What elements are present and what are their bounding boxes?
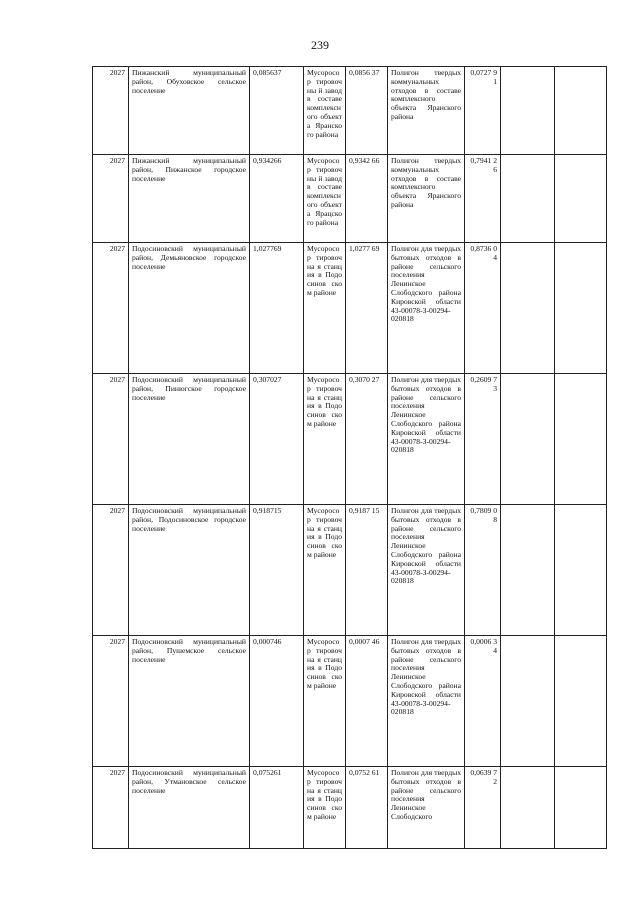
processing-facility-cell: Мусоросор тировочна я станция в Подосинов ском районе: [304, 374, 346, 505]
mass-generated-cell: 0,934266: [250, 155, 304, 243]
municipality-cell: Пижанский муниципальный район, Пижанское городское поселение: [129, 155, 250, 243]
landfill-cell: Полигон для твердых бытовых отходов в районе сельского поселения Ленинское Слободского: [388, 767, 465, 849]
table-row: [93, 243, 607, 374]
landfill-cell: Полигон твердых коммунальных отходов в составе комплексного объекта Яранского района: [388, 67, 465, 155]
year-cell: 2027: [93, 636, 129, 767]
mass-generated-cell: 0,085637: [250, 67, 304, 155]
mass-generated-cell: 0,000746: [250, 636, 304, 767]
waste-flow-table: [92, 66, 607, 849]
table-row: [93, 505, 607, 636]
mass-to-landfill-cell: 0,2609 73: [465, 374, 501, 505]
municipality-cell: Подосиновский муниципальный район, Пинюгское городское поселение: [129, 374, 250, 505]
year-cell: 2027: [93, 767, 129, 849]
municipality-cell: Подосиновский муниципальный район, Демьяновское городское поселение: [129, 243, 250, 374]
mass-to-facility-cell: 0,0856 37: [346, 67, 388, 155]
mass-to-landfill-cell: 0,0727 91: [465, 67, 501, 155]
mass-to-landfill-cell: 0,0006 34: [465, 636, 501, 767]
processing-facility-cell: Мусоросор тировочна я станция в Подосинов ском районе: [304, 505, 346, 636]
processing-facility-cell: Мусоросор тировочны й завод в составе комплексн ого объекта Ярацского района: [304, 155, 346, 243]
mass-to-facility-cell: 0,3070 27: [346, 374, 388, 505]
municipality-cell: Подосиновский муниципальный район, Утмановское сельское поселение: [129, 767, 250, 849]
table-row: [93, 767, 607, 849]
landfill-cell: Полигон твердых коммунальных отходов в составе комплексного объекта Яранского района: [388, 155, 465, 243]
empty-cell: [501, 505, 555, 636]
mass-to-landfill-cell: 0,7809 08: [465, 505, 501, 636]
empty-cell: [555, 155, 607, 243]
mass-to-landfill-cell: 0,7941 26: [465, 155, 501, 243]
mass-to-landfill-cell: 0,8736 04: [465, 243, 501, 374]
table-row: [93, 67, 607, 155]
year-cell: 2027: [93, 374, 129, 505]
landfill-cell: Полигон для твердых бытовых отходов в районе сельского поселения Ленинское Слободского района Кировской области 43-00078-З-00294-020818: [388, 243, 465, 374]
empty-cell: [555, 767, 607, 849]
landfill-cell: Полигон для твердых бытовых отходов в районе сельского поселения Ленинское Слободского района Кировской области 43-00078-З-00294-020818: [388, 374, 465, 505]
empty-cell: [555, 505, 607, 636]
empty-cell: [501, 155, 555, 243]
processing-facility-cell: Мусоросор тировочна я станция в Подосинов ском районе: [304, 636, 346, 767]
empty-cell: [555, 243, 607, 374]
year-cell: 2027: [93, 155, 129, 243]
municipality-cell: Подосиновский муниципальный район, Пушемское сельское поселение: [129, 636, 250, 767]
empty-cell: [555, 374, 607, 505]
processing-facility-cell: Мусоросор тировочны й завод в составе комплексн ого объекта Яранского района: [304, 67, 346, 155]
mass-generated-cell: 0,918715: [250, 505, 304, 636]
mass-to-facility-cell: 0,9342 66: [346, 155, 388, 243]
mass-generated-cell: 0,307027: [250, 374, 304, 505]
table-row: [93, 155, 607, 243]
empty-cell: [501, 374, 555, 505]
mass-to-facility-cell: 0,0752 61: [346, 767, 388, 849]
processing-facility-cell: Мусоросор тировочна я станция в Подосинов ском районе: [304, 243, 346, 374]
table-row: [93, 636, 607, 767]
year-cell: 2027: [93, 67, 129, 155]
municipality-cell: Пижанский муниципальный район, Обуховское сельское поселение: [129, 67, 250, 155]
empty-cell: [555, 636, 607, 767]
processing-facility-cell: Мусоросор тировочна я станция в Подосинов ском районе: [304, 767, 346, 849]
empty-cell: [555, 67, 607, 155]
empty-cell: [501, 636, 555, 767]
mass-to-facility-cell: 0,0007 46: [346, 636, 388, 767]
year-cell: 2027: [93, 243, 129, 374]
table-row: [93, 374, 607, 505]
mass-generated-cell: 0,075261: [250, 767, 304, 849]
empty-cell: [501, 767, 555, 849]
mass-generated-cell: 1,027769: [250, 243, 304, 374]
landfill-cell: Полигон для твердых бытовых отходов в районе сельского поселения Ленинское Слободского района Кировской области 43-00078-З-00294-020818: [388, 505, 465, 636]
landfill-cell: Полигон для твердых бытовых отходов в районе сельского поселения Ленинское Слободского района Кировской области 43-00078-З-00294-020818: [388, 636, 465, 767]
page-number: 239: [311, 38, 329, 52]
empty-cell: [501, 243, 555, 374]
mass-to-landfill-cell: 0,0639 72: [465, 767, 501, 849]
mass-to-facility-cell: 1,0277 69: [346, 243, 388, 374]
municipality-cell: Подосиновский муниципальный район, Подосиновское городское поселение: [129, 505, 250, 636]
year-cell: 2027: [93, 505, 129, 636]
empty-cell: [501, 67, 555, 155]
mass-to-facility-cell: 0,9187 15: [346, 505, 388, 636]
